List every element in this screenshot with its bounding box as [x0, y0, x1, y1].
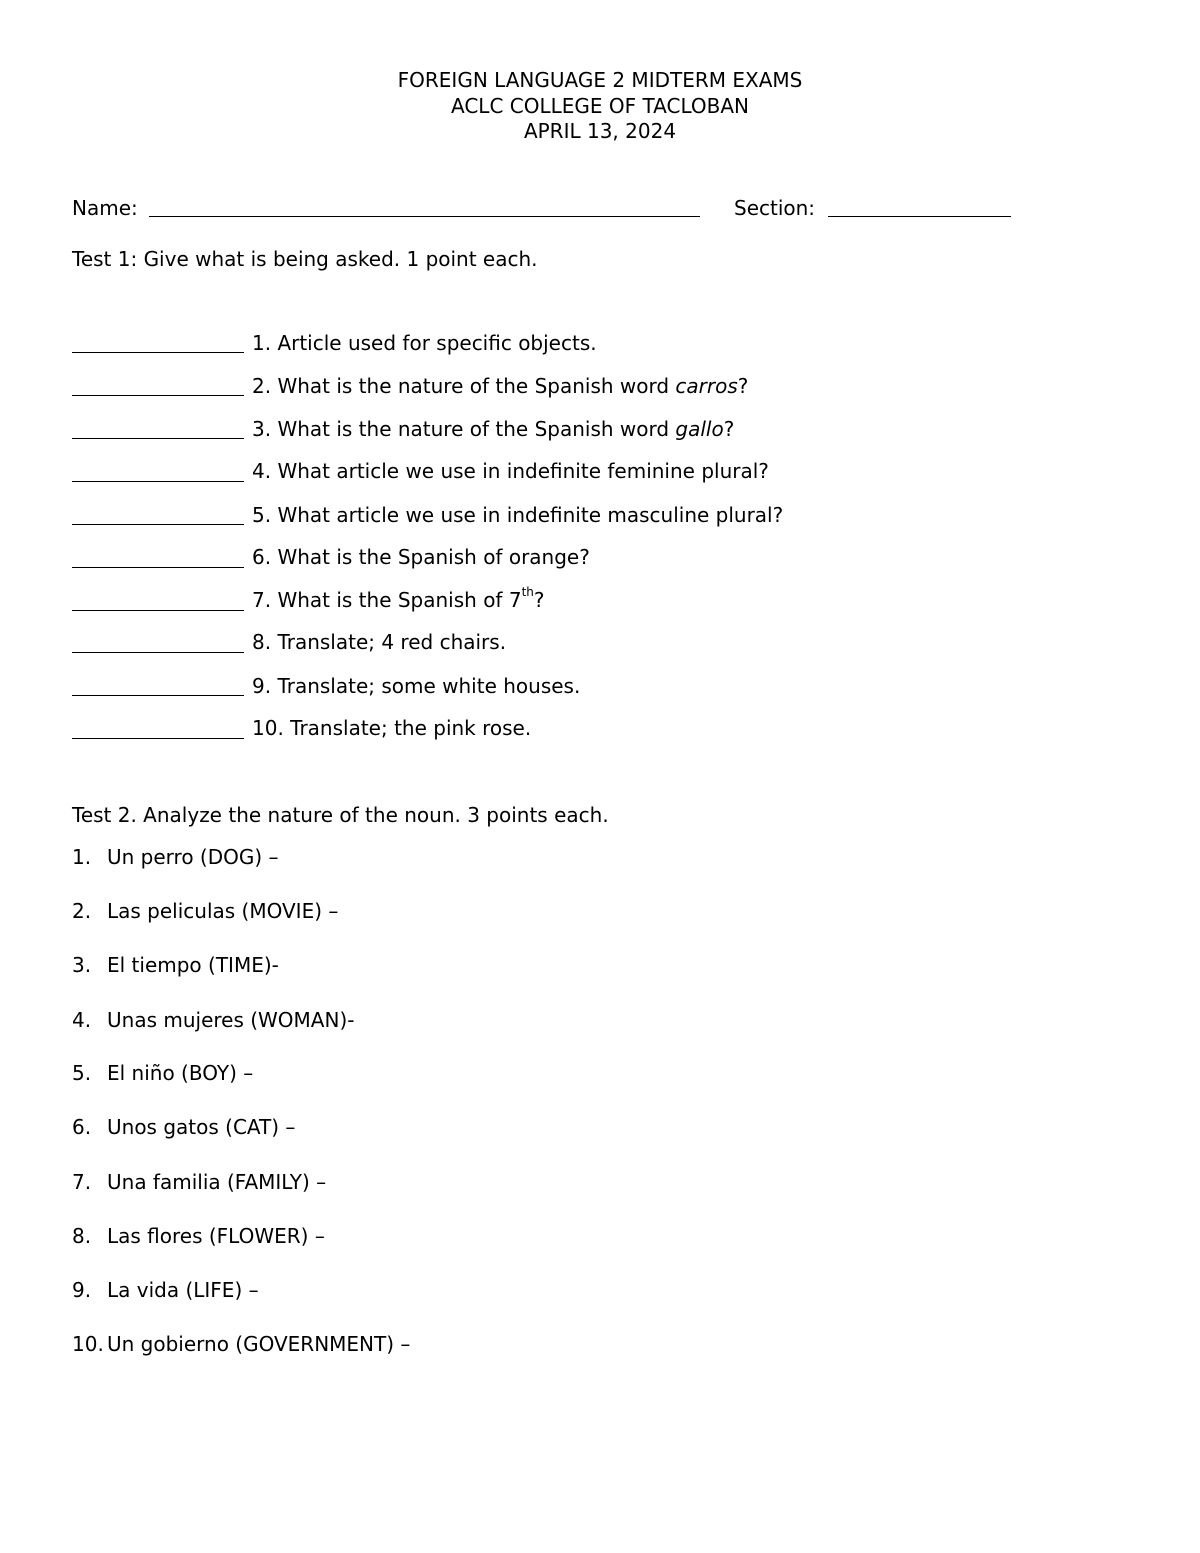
item-number: 3. [72, 953, 92, 977]
spanish-word: carros [675, 374, 738, 398]
test1-question: 1. Article used for specific objects. [252, 331, 597, 355]
test1-question: 8. Translate; 4 red chairs. [252, 630, 507, 654]
noun-item: Unos gatos (CAT) – [107, 1115, 296, 1139]
noun-item: Una familia (FAMILY) – [107, 1170, 327, 1194]
item-number: 7. [72, 1170, 92, 1194]
answer-blank[interactable] [72, 352, 244, 353]
ordinal-suffix: th [521, 585, 534, 600]
noun-item: La vida (LIFE) – [107, 1278, 259, 1302]
test1-question: 5. What article we use in indefinite masculine plural? [252, 503, 784, 527]
test2-instruction: Test 2. Analyze the nature of the noun. 3 points each. [72, 803, 609, 827]
test1-question: 4. What article we use in indefinite feminine plural? [252, 459, 769, 483]
noun-item: Las flores (FLOWER) – [107, 1224, 325, 1248]
name-blank[interactable] [149, 216, 700, 217]
item-number: 2. [72, 899, 92, 923]
noun-item: Las peliculas (MOVIE) – [107, 899, 339, 923]
answer-blank[interactable] [72, 652, 244, 653]
item-number: 4. [72, 1008, 92, 1032]
section-blank[interactable] [828, 216, 1011, 217]
exam-header [0, 68, 1200, 145]
noun-item: Un gobierno (GOVERNMENT) – [107, 1332, 411, 1356]
answer-blank[interactable] [72, 695, 244, 696]
test1-question: 3. What is the nature of the Spanish word gallo? [252, 417, 735, 441]
answer-blank[interactable] [72, 481, 244, 482]
test1-question: 6. What is the Spanish of orange? [252, 545, 590, 569]
test1-question: 10. Translate; the pink rose. [252, 716, 532, 740]
test1-instruction: Test 1: Give what is being asked. 1 point each. [72, 247, 538, 271]
item-number: 10. [72, 1332, 104, 1356]
noun-item: Unas mujeres (WOMAN)- [107, 1008, 355, 1032]
school-name: ACLC COLLEGE OF TACLOBAN [451, 93, 749, 118]
exam-date: APRIL 13, 2024 [523, 119, 677, 143]
noun-item: Un perro (DOG) – [107, 845, 279, 869]
section-label: Section: [734, 196, 816, 220]
exam-title: FOREIGN LANGUAGE 2 MIDTERM EXAMS [397, 68, 803, 92]
answer-blank[interactable] [72, 610, 244, 611]
answer-blank[interactable] [72, 738, 244, 739]
test1-question: 2. What is the nature of the Spanish word carros? [252, 374, 749, 398]
test1-question: 7. What is the Spanish of 7th? [252, 585, 545, 612]
item-number: 9. [72, 1278, 92, 1302]
test1-question: 9. Translate; some white houses. [252, 674, 581, 698]
item-number: 5. [72, 1061, 92, 1085]
answer-blank[interactable] [72, 567, 244, 568]
noun-item: El niño (BOY) – [107, 1061, 254, 1085]
answer-blank[interactable] [72, 395, 244, 396]
spanish-word: gallo [675, 417, 724, 441]
item-number: 8. [72, 1224, 92, 1248]
answer-blank[interactable] [72, 524, 244, 525]
item-number: 1. [72, 845, 92, 869]
name-label: Name: [72, 196, 138, 220]
answer-blank[interactable] [72, 438, 244, 439]
item-number: 6. [72, 1115, 92, 1139]
noun-item: El tiempo (TIME)- [107, 953, 279, 977]
